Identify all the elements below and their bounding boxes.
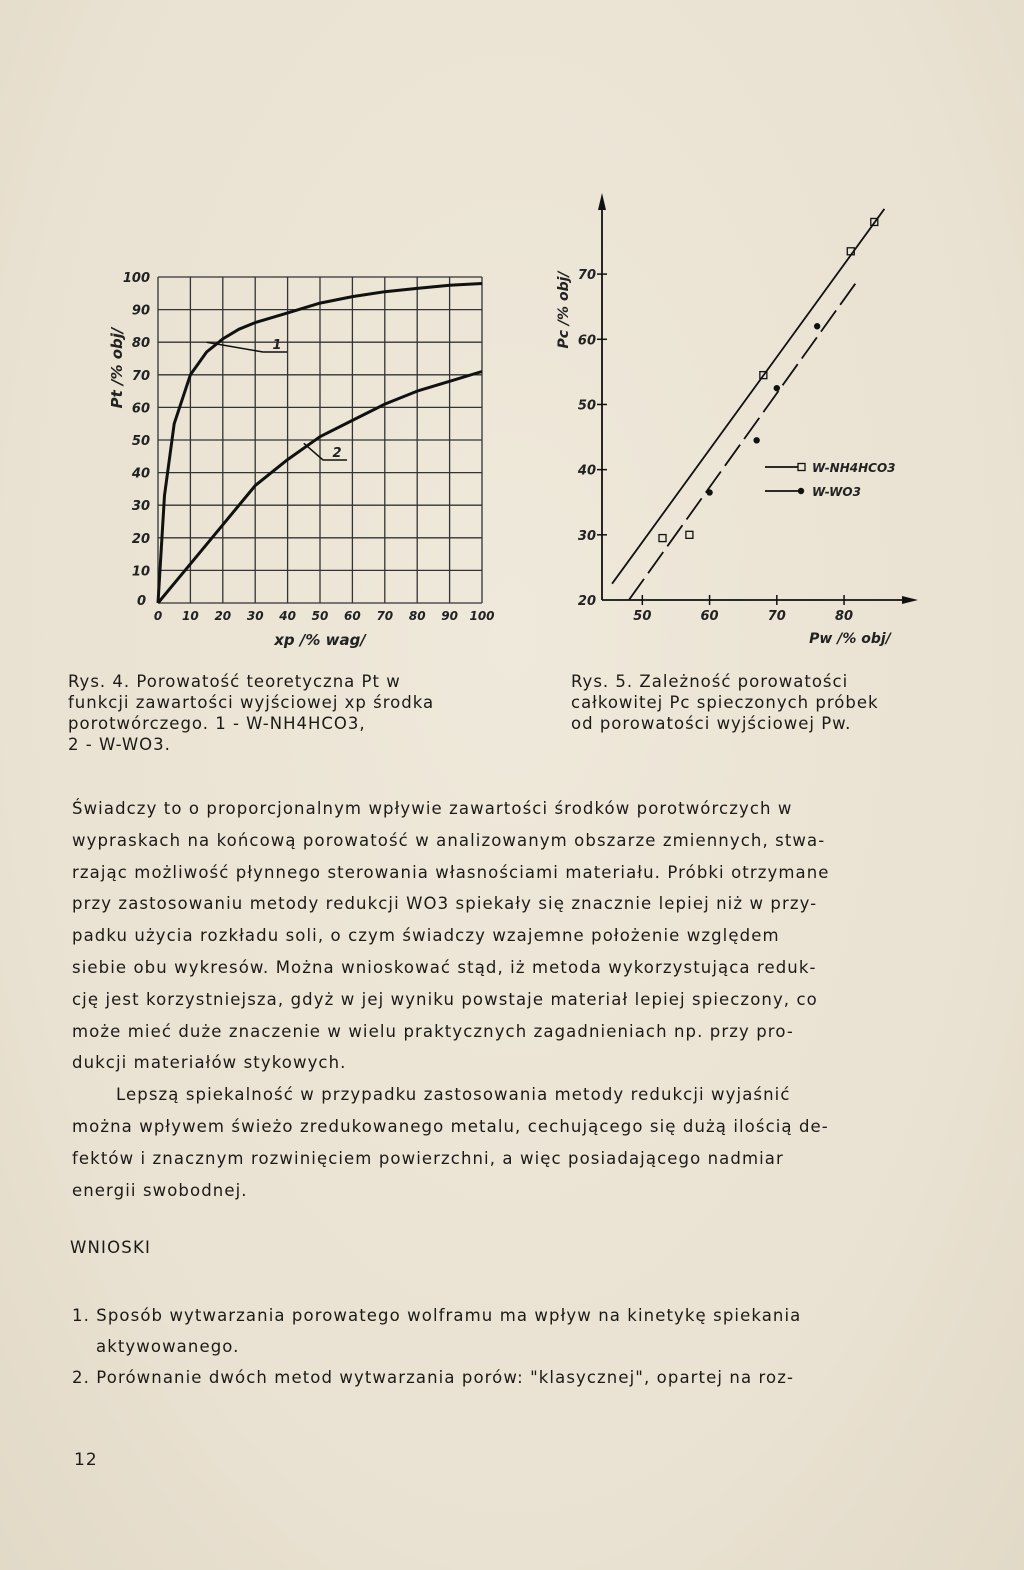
data-point-square [659,535,666,542]
x-tick-label: 10 [182,609,199,623]
data-point-dot [706,489,712,495]
y-tick-label: 60 [577,333,596,349]
fit-line [629,281,858,600]
list-item-continuation: aktywowanego. [96,1337,240,1356]
data-point-dot [774,385,780,391]
text-line: padku użycia rozkładu soli, o czym świadczy wzajemne położenie względem [72,926,780,946]
x-axis-label: Pw /% obj/ [809,631,891,647]
caption-line: Rys. 5. Zależność porowatości [571,672,849,691]
text-line: może mieć duże znaczenie w wielu praktycznych zagadnieniach np. przy pro- [72,1021,794,1041]
text-line: cję jest korzystniejsza, gdyż w jej wyniku powstaje materiał lepiej spieczony, co [72,989,818,1009]
text-line: siebie obu wykresów. Można wnioskować stąd, iż metoda wykorzystująca reduk- [72,957,817,977]
page-number: 12 [74,1450,98,1470]
x-tick-label: 70 [767,609,786,624]
figure-5 [520,0,1024,660]
legend-marker-square [798,464,805,471]
caption-line: całkowitej Pc spieczonych próbek [571,693,879,712]
y-tick-label: 40 [131,466,150,482]
y-tick-label: 100 [122,271,150,286]
text-line: wypraskach na końcową porowatość w analizowanym obszarze zmiennych, stwa- [72,830,826,850]
curve-label: 2 [332,446,342,461]
text-line: Lepszą spiekalność w przypadku zastosowania metody redukcji wyjaśnić [116,1085,791,1105]
y-axis-label: Pt /% obj/ [108,327,126,409]
y-tick-label: 60 [131,401,150,417]
conclusions-list [72,1300,801,1393]
data-point-square [686,531,693,538]
figure-5-chart [520,0,1024,660]
x-tick-label: 60 [700,609,719,624]
x-axis-arrow [902,596,918,604]
y-axis-arrow [598,193,606,210]
caption-line: Rys. 4. Porowatość teoretyczna Pt w [68,672,401,691]
x-tick-label: 40 [279,609,296,623]
x-tick-label: 0 [153,609,163,623]
legend-label: W-NH4HCO3 [812,461,896,475]
y-tick-label: 90 [131,303,150,319]
text-line: rzając możliwość płynnego sterowania własnościami materiału. Próbki otrzymane [72,862,830,882]
y-tick-label: 70 [131,368,150,384]
list-item: 2. Porównanie dwóch metod wytwarzania porów: "klasycznej", opartej na roz- [72,1368,795,1387]
caption-line: porotwórczego. 1 - W-NH4HCO3, [68,714,366,733]
x-tick-label: 100 [469,609,495,623]
curve-label: 1 [272,338,282,353]
x-tick-label: 90 [441,609,458,623]
x-axis-label: xp /% wag/ [274,631,366,649]
legend-marker-dot [798,488,804,494]
y-tick-label: 70 [577,268,596,284]
text-line: fektów i znacznym rozwinięciem powierzchni, a więc posiadającego nadmiar [72,1148,784,1168]
section-heading: WNIOSKI [70,1238,152,1257]
y-tick-label: 50 [577,398,596,414]
x-tick-label: 50 [633,609,652,624]
data-point-dot [814,323,820,329]
x-tick-label: 20 [214,609,232,623]
caption-line: od porowatości wyjściowej Pw. [571,714,852,733]
legend-label: W-WO3 [812,485,861,499]
list-item: 1. Sposób wytwarzania porowatego wolframu ma wpływ na kinetykę spiekania [72,1306,802,1325]
text-line: dukcji materiałów stykowych. [72,1053,347,1073]
y-tick-label: 30 [577,528,596,544]
y-tick-label: 10 [131,564,150,580]
figure-4-chart [0,0,520,660]
x-tick-label: 60 [344,609,361,623]
text-line: Świadczy to o proporcjonalnym wpływie zawartości środków porotwórczych w [72,799,793,818]
x-tick-label: 30 [246,609,264,623]
fit-line [612,209,884,584]
figure-4-caption [68,671,434,755]
text-line: energii swobodnej. [72,1180,248,1200]
caption-line: funkcji zawartości wyjściowej xp środka [68,693,435,712]
x-tick-label: 70 [376,609,394,623]
text-line: przy zastosowaniu metody redukcji WO3 spiekały się znacznie lepiej niż w przy- [72,894,818,914]
x-tick-label: 50 [311,609,329,623]
y-tick-label: 20 [577,594,596,609]
body-paragraphs [72,793,1002,1206]
y-tick-label: 40 [577,463,596,479]
y-tick-label: 50 [131,434,150,449]
y-tick-label: 20 [131,531,150,547]
x-tick-label: 80 [834,609,854,624]
text-line: można wpływem świeżo zredukowanego metalu, cechującego się dużą ilością de- [72,1116,829,1136]
y-tick-label: 30 [131,499,150,515]
figure-4 [0,0,520,660]
x-tick-label: 80 [408,609,426,623]
y-axis-label: Pc /% obj/ [556,271,572,349]
figure-5-caption [571,671,879,734]
caption-line: 2 - W-WO3. [68,735,171,754]
data-point-dot [753,437,759,443]
y-tick-label: 0 [136,594,146,609]
y-tick-label: 80 [131,336,150,352]
